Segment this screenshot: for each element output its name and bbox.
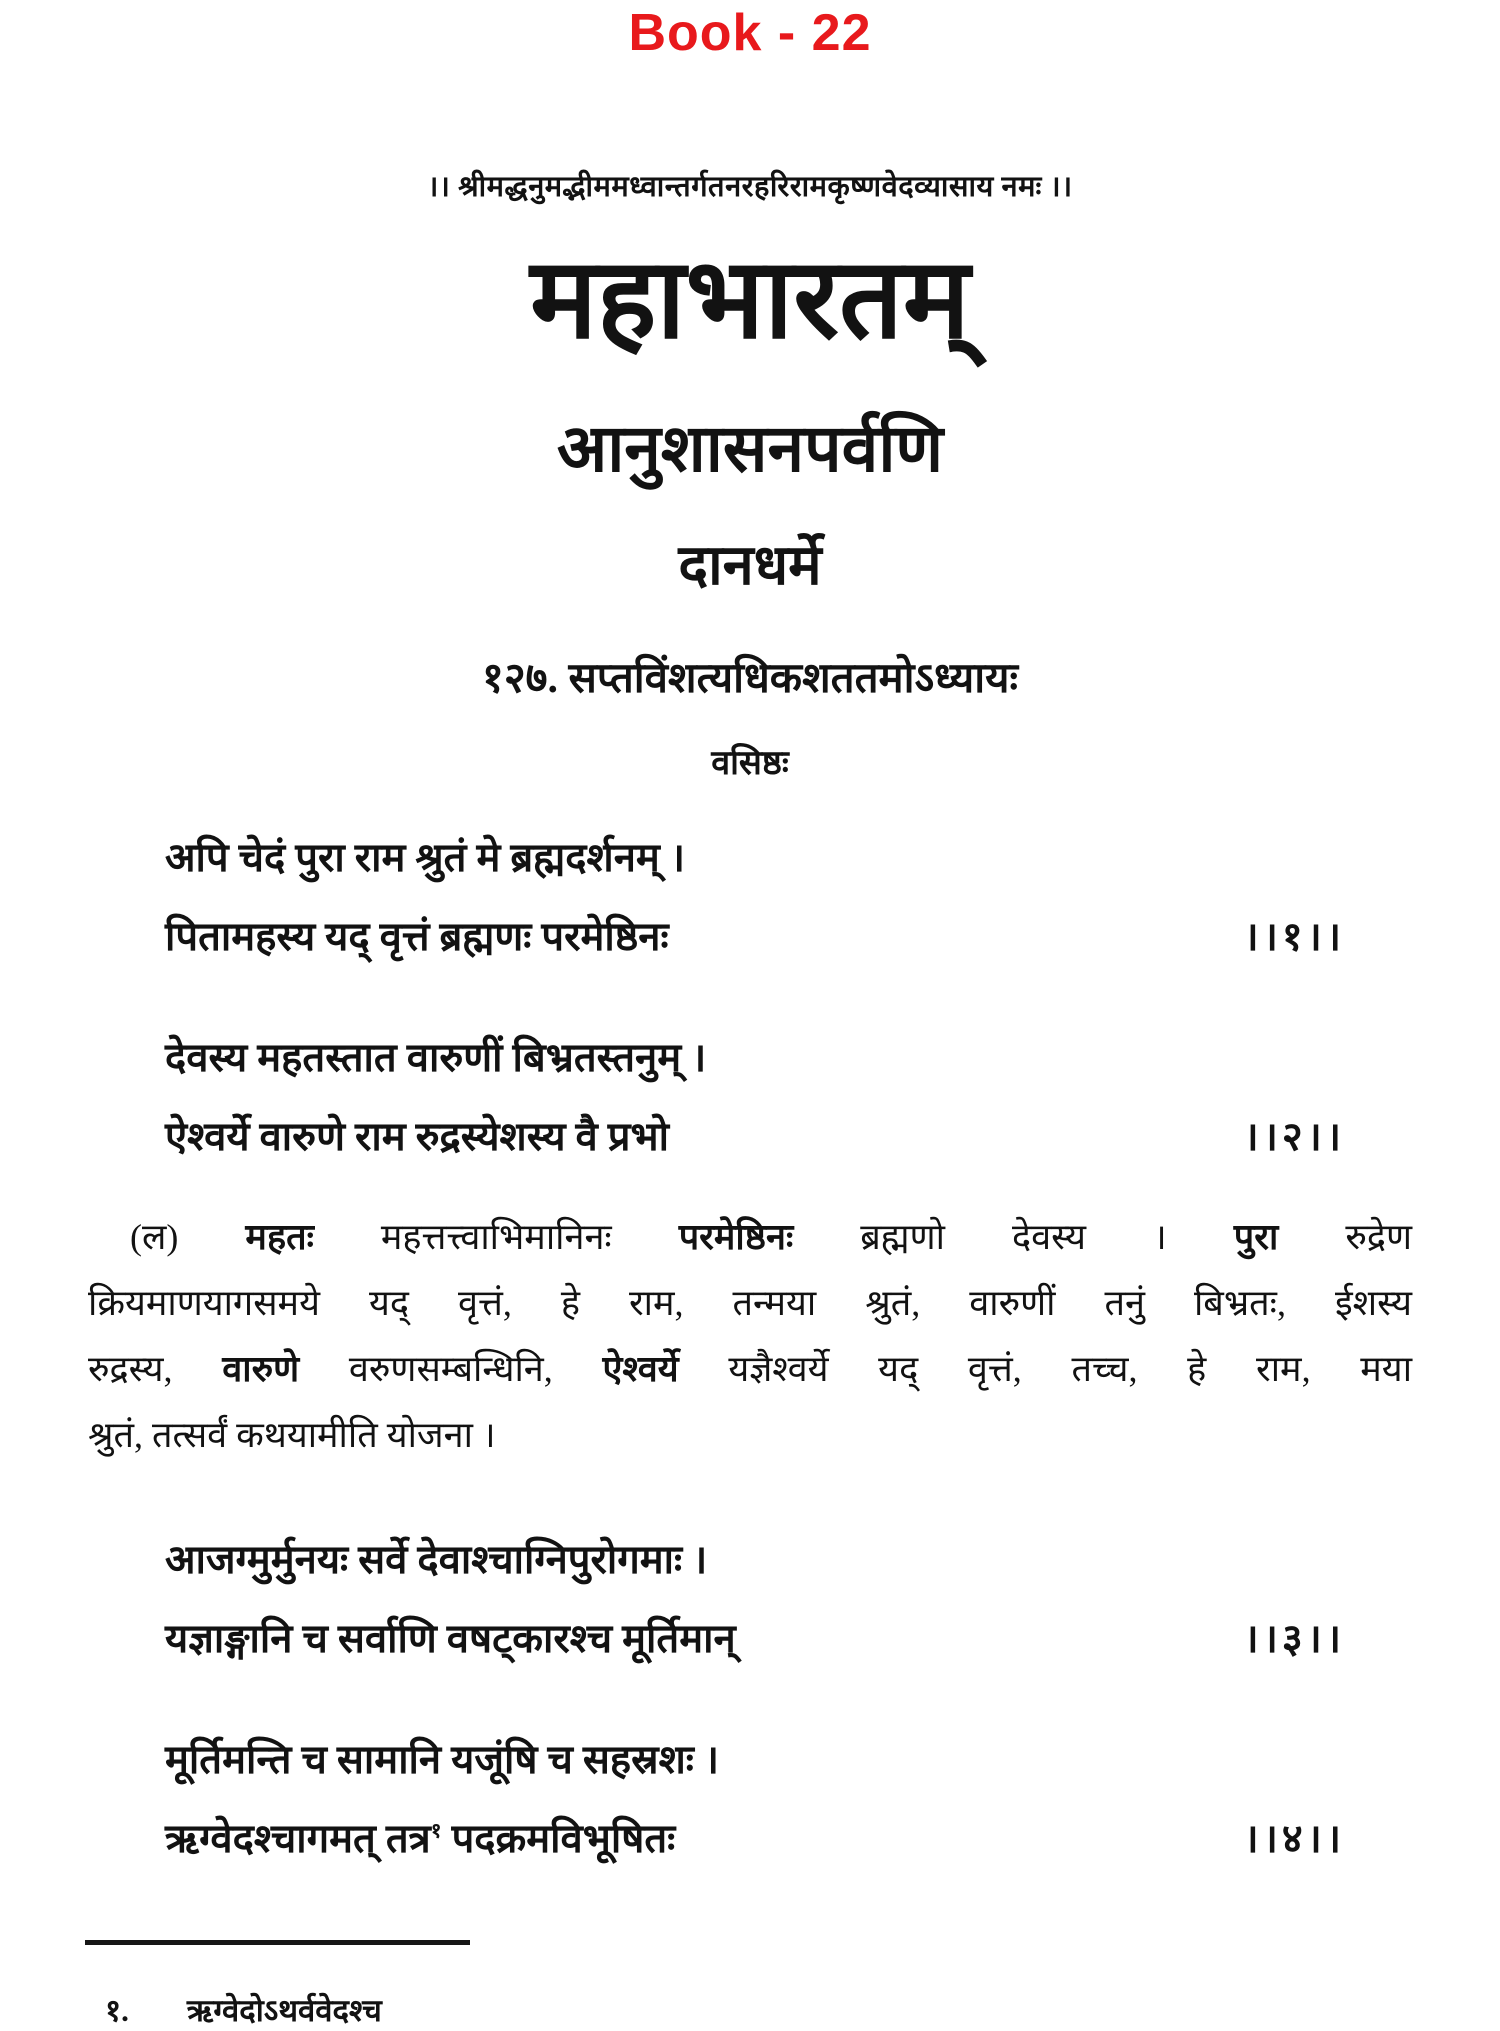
verse-number: ।।१।। (1243, 914, 1345, 959)
book-label: Book - 22 (628, 4, 872, 62)
verse-text: देवस्य महतस्तात वारुणीं बिभ्रतस्तनुम् । (165, 1035, 707, 1080)
verse-line (165, 1018, 1345, 1097)
verse-text: पितामहस्य यद् वृत्तं ब्रह्मणः परमेष्ठिनः (165, 914, 669, 959)
verse (165, 1520, 1345, 1678)
verse-number: ।।४।। (1243, 1816, 1345, 1861)
commentary-line: रुद्रस्य, वारुणे वरुणसम्बन्धिनि, ऐश्वर्ये यज्ञैश्वर्ये यद् वृत्तं, तच्च, हे राम, मया (88, 1349, 1413, 1389)
verse-text: यज्ञाङ्गानि च सर्वाणि वषट्कारश्च मूर्तिमान् (165, 1616, 736, 1661)
chapter-heading: १२७. सप्तविंशत्यधिकशततमोऽध्यायः (481, 656, 1018, 702)
verse-text: ऋग्वेदश्चागमत् तत्र$^१$ पदक्रमविभूषितः (165, 1816, 676, 1861)
verse-number: ।।३।। (1243, 1616, 1345, 1661)
book-page (0, 2, 1500, 2028)
footnote-text: ऋग्वेदोऽथर्ववेदश्च (186, 1993, 382, 2028)
speaker-name: वसिष्ठः (711, 745, 789, 782)
verse-text: अपि चेदं पुरा राम श्रुतं मे ब्रह्मदर्शनम् । (165, 835, 685, 880)
footnote-divider (85, 1940, 470, 1945)
commentary-line: श्रुतं, तत्सर्वं कथयामीति योजना । (88, 1415, 496, 1455)
verse-text: मूर्तिमन्ति च सामानि यजूंषि च सहस्रशः । (165, 1737, 720, 1782)
verse (165, 818, 1345, 976)
verse-line (165, 897, 1345, 976)
footnote-marker: १. (105, 1993, 129, 2028)
verse-text: ऐश्वर्ये वारुणे राम रुद्रस्येशस्य वै प्रभो (165, 1114, 669, 1159)
verse-block-before-commentary (0, 818, 1500, 1176)
parva-title: आनुशासनपर्वणि (556, 413, 944, 486)
footnote (0, 1989, 1500, 2031)
verse-line (165, 1520, 1345, 1599)
verse-line (165, 1799, 1345, 1878)
footnote-ref: १ (430, 1819, 442, 1843)
commentary-line: क्रियमाणयागसमये यद् वृत्तं, हे राम, तन्मया श्रुतं, वारुणीं तनुं बिभ्रतः, ईशस्य (88, 1283, 1412, 1323)
verse-block-after-commentary (0, 1520, 1500, 1878)
verse-line (165, 1097, 1345, 1176)
section-title: दानधर्मे (678, 535, 822, 597)
verse-number: ।।२।। (1243, 1114, 1345, 1159)
commentary-line: (ल) महतः महत्तत्त्वाभिमानिनः परमेष्ठिनः ब्रह्मणो देवस्य । पुरा रुद्रेण (130, 1217, 1412, 1257)
verse-line (165, 818, 1345, 897)
verse-line (165, 1599, 1345, 1678)
commentary-paragraph (0, 1204, 1500, 1468)
verse (165, 1720, 1345, 1878)
verse (165, 1018, 1345, 1176)
invocation-line: ।। श्रीमद्धनुमद्भीममध्वान्तर्गतनरहरिरामकृष्णवेदव्यासाय नमः ।। (427, 171, 1073, 203)
verse-text: आजग्मुर्मुनयः सर्वे देवाश्चाग्निपुरोगमाः । (165, 1537, 708, 1582)
page-title: महाभारतम् (530, 238, 970, 362)
verse-line (165, 1720, 1345, 1799)
